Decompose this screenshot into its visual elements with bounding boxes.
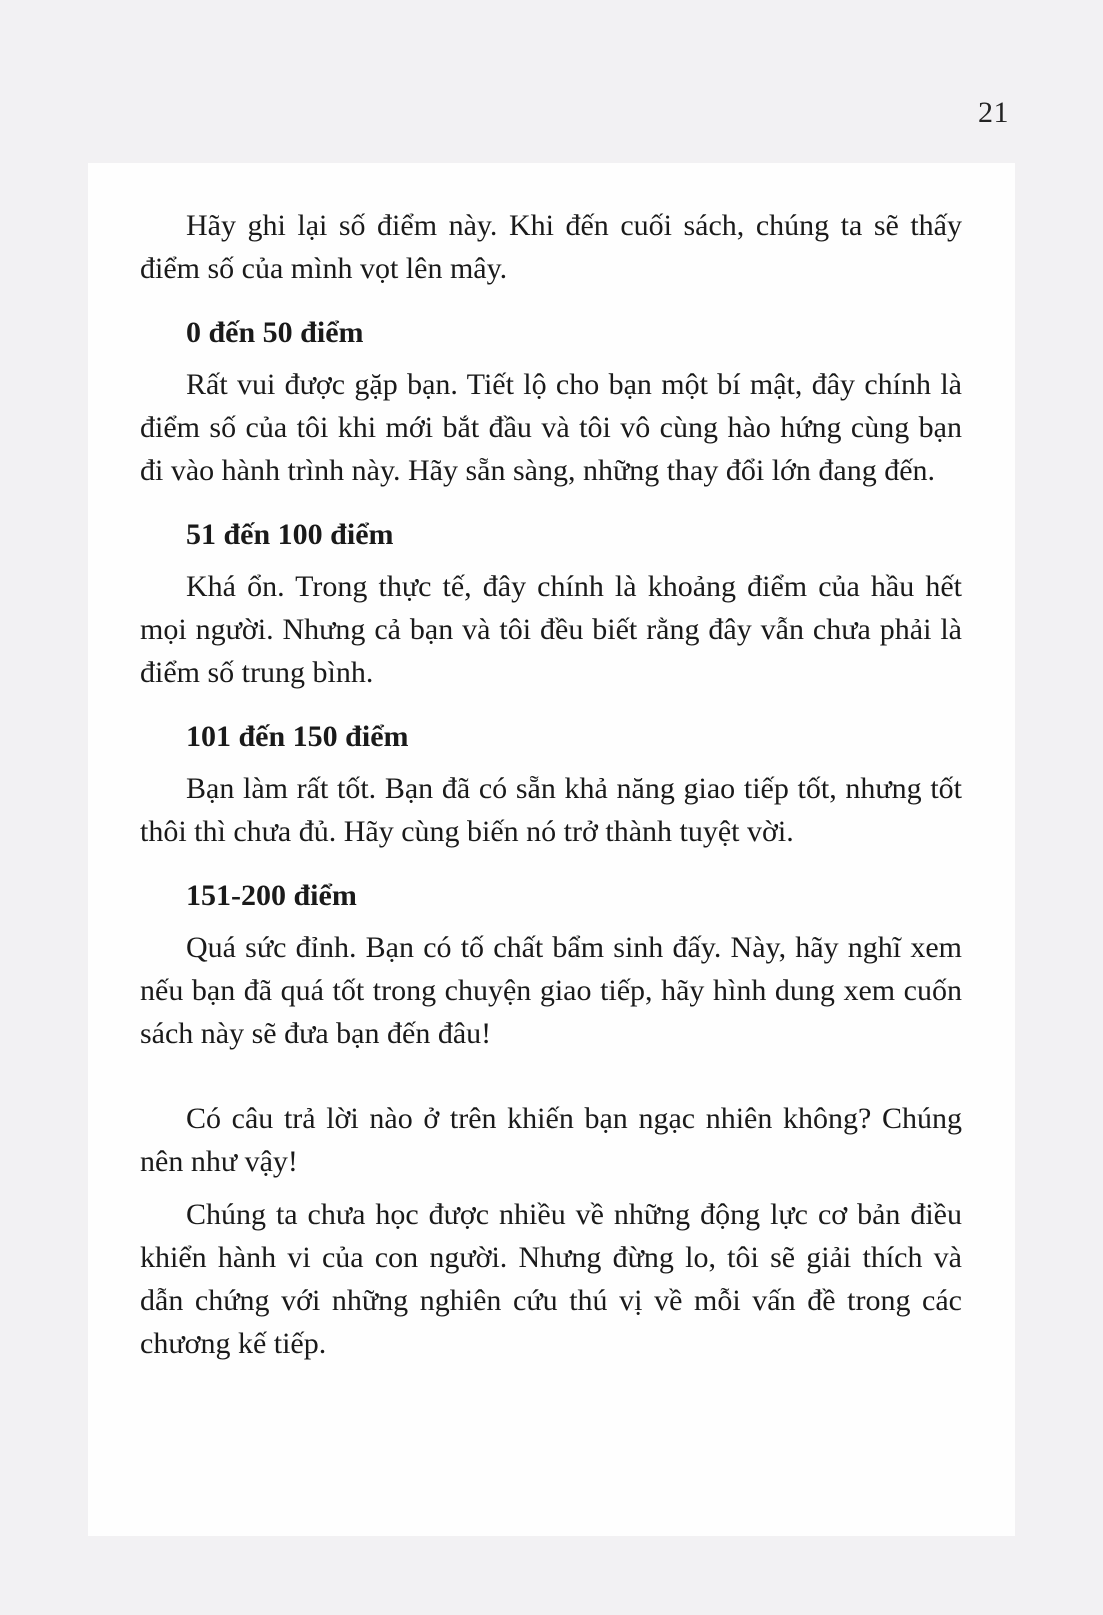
score-range-heading: 101 đến 150 điểm	[186, 720, 409, 753]
page-body	[140, 204, 962, 1365]
score-range-heading: 151-200 điểm	[186, 879, 357, 912]
paragraph: Hãy ghi lại số điểm này. Khi đến cuối sách, chúng ta sẽ thấy điểm số của mình vọt lên mây.	[140, 209, 962, 285]
paragraph: Có câu trả lời nào ở trên khiến bạn ngạc nhiên không? Chúng nên như vậy!	[140, 1102, 962, 1178]
score-range-heading: 0 đến 50 điểm	[186, 316, 364, 349]
paragraph: Khá ổn. Trong thực tế, đây chính là khoảng điểm của hầu hết mọi người. Nhưng cả bạn và tôi đều biết rằng đây vẫn chưa phải là điểm số trung bình.	[140, 570, 962, 689]
paragraph: Quá sức đỉnh. Bạn có tố chất bẩm sinh đấy. Này, hãy nghĩ xem nếu bạn đã quá tốt trong chuyện giao tiếp, hãy hình dung xem cuốn sách này sẽ đưa bạn đến đâu!	[140, 931, 962, 1050]
page-number: 21	[978, 96, 1009, 129]
paragraph: Rất vui được gặp bạn. Tiết lộ cho bạn một bí mật, đây chính là điểm số của tôi khi mới bắt đầu và tôi vô cùng hào hứng cùng bạn đi vào hành trình này. Hãy sẵn sàng, những thay đổi lớn đang đến.	[140, 368, 962, 487]
paragraph: Bạn làm rất tốt. Bạn đã có sẵn khả năng giao tiếp tốt, nhưng tốt thôi thì chưa đủ. Hãy cùng biến nó trở thành tuyệt vời.	[140, 772, 962, 848]
paragraph: Chúng ta chưa học được nhiều về những động lực cơ bản điều khiển hành vi của con người. Nhưng đừng lo, tôi sẽ giải thích và dẫn chứng với những nghiên cứu thú vị về mỗi vấn đề trong các chương kế tiếp.	[140, 1198, 962, 1360]
score-range-heading: 51 đến 100 điểm	[186, 518, 394, 551]
book-page	[88, 163, 1015, 1536]
